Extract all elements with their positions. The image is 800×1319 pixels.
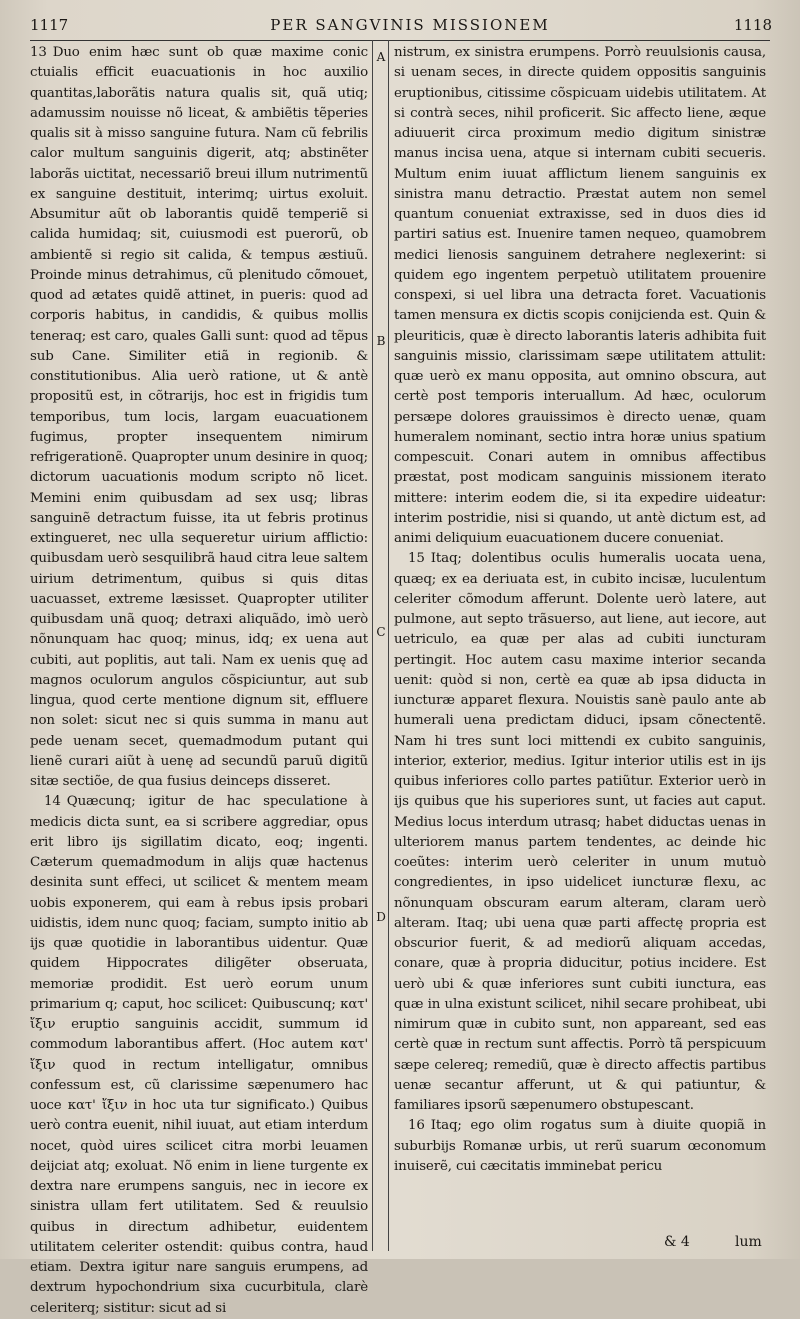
page-number-left: 1117 xyxy=(30,16,69,34)
paragraph-number: 14 xyxy=(44,794,61,810)
paragraph-13 xyxy=(30,43,368,792)
paragraph-text: Itaq; ego olim rogatus sum à diuite quopiã in suburbijs Romanæ urbis, ut rerũ suarum œconomum inuiserẽ, cui cæcitatis imminebat pericu xyxy=(394,1118,766,1174)
paragraph-continued xyxy=(394,43,766,549)
page-number-right: 1118 xyxy=(733,16,772,34)
paragraph-number: 13 xyxy=(30,45,47,60)
gutter-rule-right xyxy=(388,40,389,1251)
signature-mark: & 4 xyxy=(664,1234,690,1250)
paragraph-16 xyxy=(394,1116,766,1177)
paragraph-number: 16 xyxy=(408,1118,425,1134)
paragraph-number: 15 xyxy=(408,551,425,567)
paragraph-text: Duo enim hæc sunt ob quæ maxime conic ctuialis efficit euacuationis in hoc auxilio quantitas,laborãtis natura qualis sit, quã utiq; adamussim nouisse nõ liceat, & ambiẽtis tẽperies qualis sit à misso sanguine futura. Nam cũ febrilis calor multum sanguinis digerit, atq; abstinẽter laborãs uictitat, necessariõ breui illum nutrimentũ ex sanguine destituit, interimq; uirtus exoluit. Absumitur aũt ob laborantis quidẽ temperiẽ si calida humidaq; sit, cuiusmodi est puerorũ, ob ambientẽ si regio sit calida, & tempus æstiuũ. Proinde minus detrahimus, cũ plenitudo cõmouet, quod ad ætates quidẽ attinet, in pueris: quod ad corporis habitus, in candidis, & quibus mollis teneraq; est caro, quales Galli sunt: quod ad tẽpus sub Cane. Similiter etiã in regionib. & constitutionibus. Alia uerò ratione, ut & antè propositũ est, in cõtrarijs, hoc est in frigidis tum temporibus, tum locis, largam euacuationem fugimus, propter insequentem nimirum refrigerationẽ. Quapropter unum desinire in quoq; dictorum uacuationis modum scripto nõ licet. Memini enim quibusdam ad sex usq; libras sanguinẽ detractum fuisse, ita ut febris protinus extingueret, nec ulla sequeretur uirium afflictio: quibusdam uerò sesquilibrã haud citra leue saltem uirium detrimentum, quibus si quis ditas uacuasset, extreme læsisset. Quapropter utiliter quibusdam unã quoq; detraxi aliquãdo, imò uerò nõnunquam hac quoq; minus, idq; ex uena aut cubiti, aut poplitis, aut tali. Nam ex uenis quę ad magnos oculorum angulos cõspiciuntur, aut sub lingua, quod certe mentione dignum sit, effluere non solet: sicut nec si quis summa in manu aut pede uenam secet, quemadmodum putant qui lienẽ curari aiũt à uenę ad secundũ paruũ digitũ sitæ sectiõe, de qua fusius deinceps disseret. xyxy=(30,45,368,789)
paragraph-text: Quæcunq; igitur de hac speculatione à medicis dicta sunt, ea si scribere aggrediar, opus erit libro ijs sigillatim dicato, eoq; ingenti. Cæterum quemadmodum in alijs quæ hactenus desinita sunt effeci, ut scilicet & mentem meam uobis exponerem, qui eam à rebus ipsis probari uidistis, idem nunc quoq; faciam, sumpto initio ab ijs quæ quotidie in laborantibus uidentur. Quæ quidem Hippocrates diligẽter obseruata, memoriæ prodidit. Est uerò eorum unum primarium q; caput, hoc scilicet: Quibuscunq; κατ' ἴξιν eruptio sanguinis accidit, summum id commodum laborantibus affert. (Hoc autem κατ' ἴξιν quod in rectum intelligatur, omnibus confessum est, cũ clarissime sæpenumero hac uoce κατ' ἴξιν in hoc uta tur significato.) Quibus uerò contra euenit, nihil iuuat, aut etiam interdum nocet, quòd uires scilicet citra morbi leuamen deijciat atq; exoluat. Nõ enim in liene turgente ex dextra nare erumpens sanguis, nec in iecore ex sinistra ullam fert utilitatem. Sed & reuulsio quibus in directum adhibetur, euidentem utilitatem celeriter ostendit: quibus contra, haud etiam. Dextra igitur nare sanguis erumpens, ad dextrum hypochondrium sixa cucurbitula, clarè celeriterq; sistitur: sicut ad si xyxy=(30,794,368,1316)
margin-marker-d: D xyxy=(376,910,386,924)
page-header xyxy=(0,0,800,42)
header-rule xyxy=(30,40,770,41)
right-column xyxy=(394,43,766,1177)
margin-marker-c: C xyxy=(376,625,386,639)
left-column xyxy=(30,43,368,1319)
gutter-rule-left xyxy=(372,40,373,1251)
paragraph-text: nistrum, ex sinistra erumpens. Porrò reuulsionis causa, si uenam seces, in directe quidem oppositis sanguinis eruptionibus, citissime cõspicuam uidebis utilitatem. At si contrà seces, nihil proficerit. Sic affecto liene, æque adiuuerit circa proximum medio digitum sinistræ manus incisa uena, atque si internam cubiti secueris. Multum enim iuuat afflictum lienem sanguinis ex sinistra manu detractio. Præstat autem non semel quantum conueniat extraxisse, sed in duos dies id partiri satius est. Inuenire tamen nequeo, quamobrem medici lienosis sanguinem detrahere neglexerint: si quidem ego ingentem perpetuò utilitatem prouenire conspexi, si uel libra una detracta foret. Vacuationis tamen mensura ex dictis scopis conijcienda est. Quin & pleuriticis, quæ è directo laborantis lateris adhibita fuit sanguinis missio, clarissimam sæpe utilitatem attulit: quæ uerò ex manu opposita, aut omnino obscura, aut certè post temporis interuallum. Ad hæc, oculorum persæpe dolores grauissimos è directo uenæ, quam humeralem nominant, sectio intra horæ unius spatium compescuit. Conari autem in omnibus affectibus præstat, post modicam sanguinis missionem iterato mittere: interim eodem die, si ita expedire uideatur: interim postridie, nisi si quando, ut antè dictum est, ad animi deliquium euacuationem ducere conueniat. xyxy=(394,45,766,546)
paragraph-text: Itaq; dolentibus oculis humeralis uocata uena, quæq; ex ea deriuata est, in cubito incisæ, luculentum celeriter cõmodum afferunt. Dolente uerò latere, aut pulmone, aut septo trãsuerso, aut liene, aut iecore, aut uetriculo, ea quæ per alas ad cubiti iuncturam pertingit. Hoc autem casu maxime interior secanda uenit: quòd si non, certè ea quæ ab ipsa diducta in iuncturæ apparet flexura. Nouistis sanè paulo ante ab humerali uena predictam diduci, ipsam cõnectentẽ. Nam hi tres sunt loci mittendi ex cubito sanguinis, interior, exterior, medius. Igitur interior utilis est in ijs quibus inferiores collo partes patiũtur. Exterior uerò in ijs quibus que his superiores sunt, ut facies aut caput. Medius locus interdum utrasq; habet diductas uenas in ulteriorem manus partem tendentes, ac deinde hic coeũtes: interim uerò celeriter in unum mutuò congredientes, in ipso uidelicet iuncturæ flexu, ac nõnunquam obscuram earum alteram, claram uerò alteram. Itaq; ubi uena quæ parti affectę propria est obscurior fuerit, & ad mediorũ aliquam accedas, conare, quæ à propria diducitur, potius incidere. Est uerò ubi & quæ inferiores sunt cubiti iunctura, eas quæ in ulna existunt scilicet, nihil secare prohibeat, ubi nimirum quæ in cubito sunt, non appareant, sed eas certè quæ in rectum sunt affectis. Porrò tã perspicuum sæpe celereq; remediũ, quæ è directo affectis partibus uenæ secantur afferunt, ut & qui patiuntur, & familiares ipsorũ sæpenumero obstupescant. xyxy=(394,551,766,1113)
running-title: PER SANGVINIS MISSIONEM xyxy=(270,16,550,34)
paragraph-14 xyxy=(30,792,368,1319)
catchword: lum xyxy=(735,1234,762,1250)
margin-marker-a: A xyxy=(376,50,386,64)
margin-marker-b: B xyxy=(376,334,386,348)
paragraph-15 xyxy=(394,549,766,1116)
